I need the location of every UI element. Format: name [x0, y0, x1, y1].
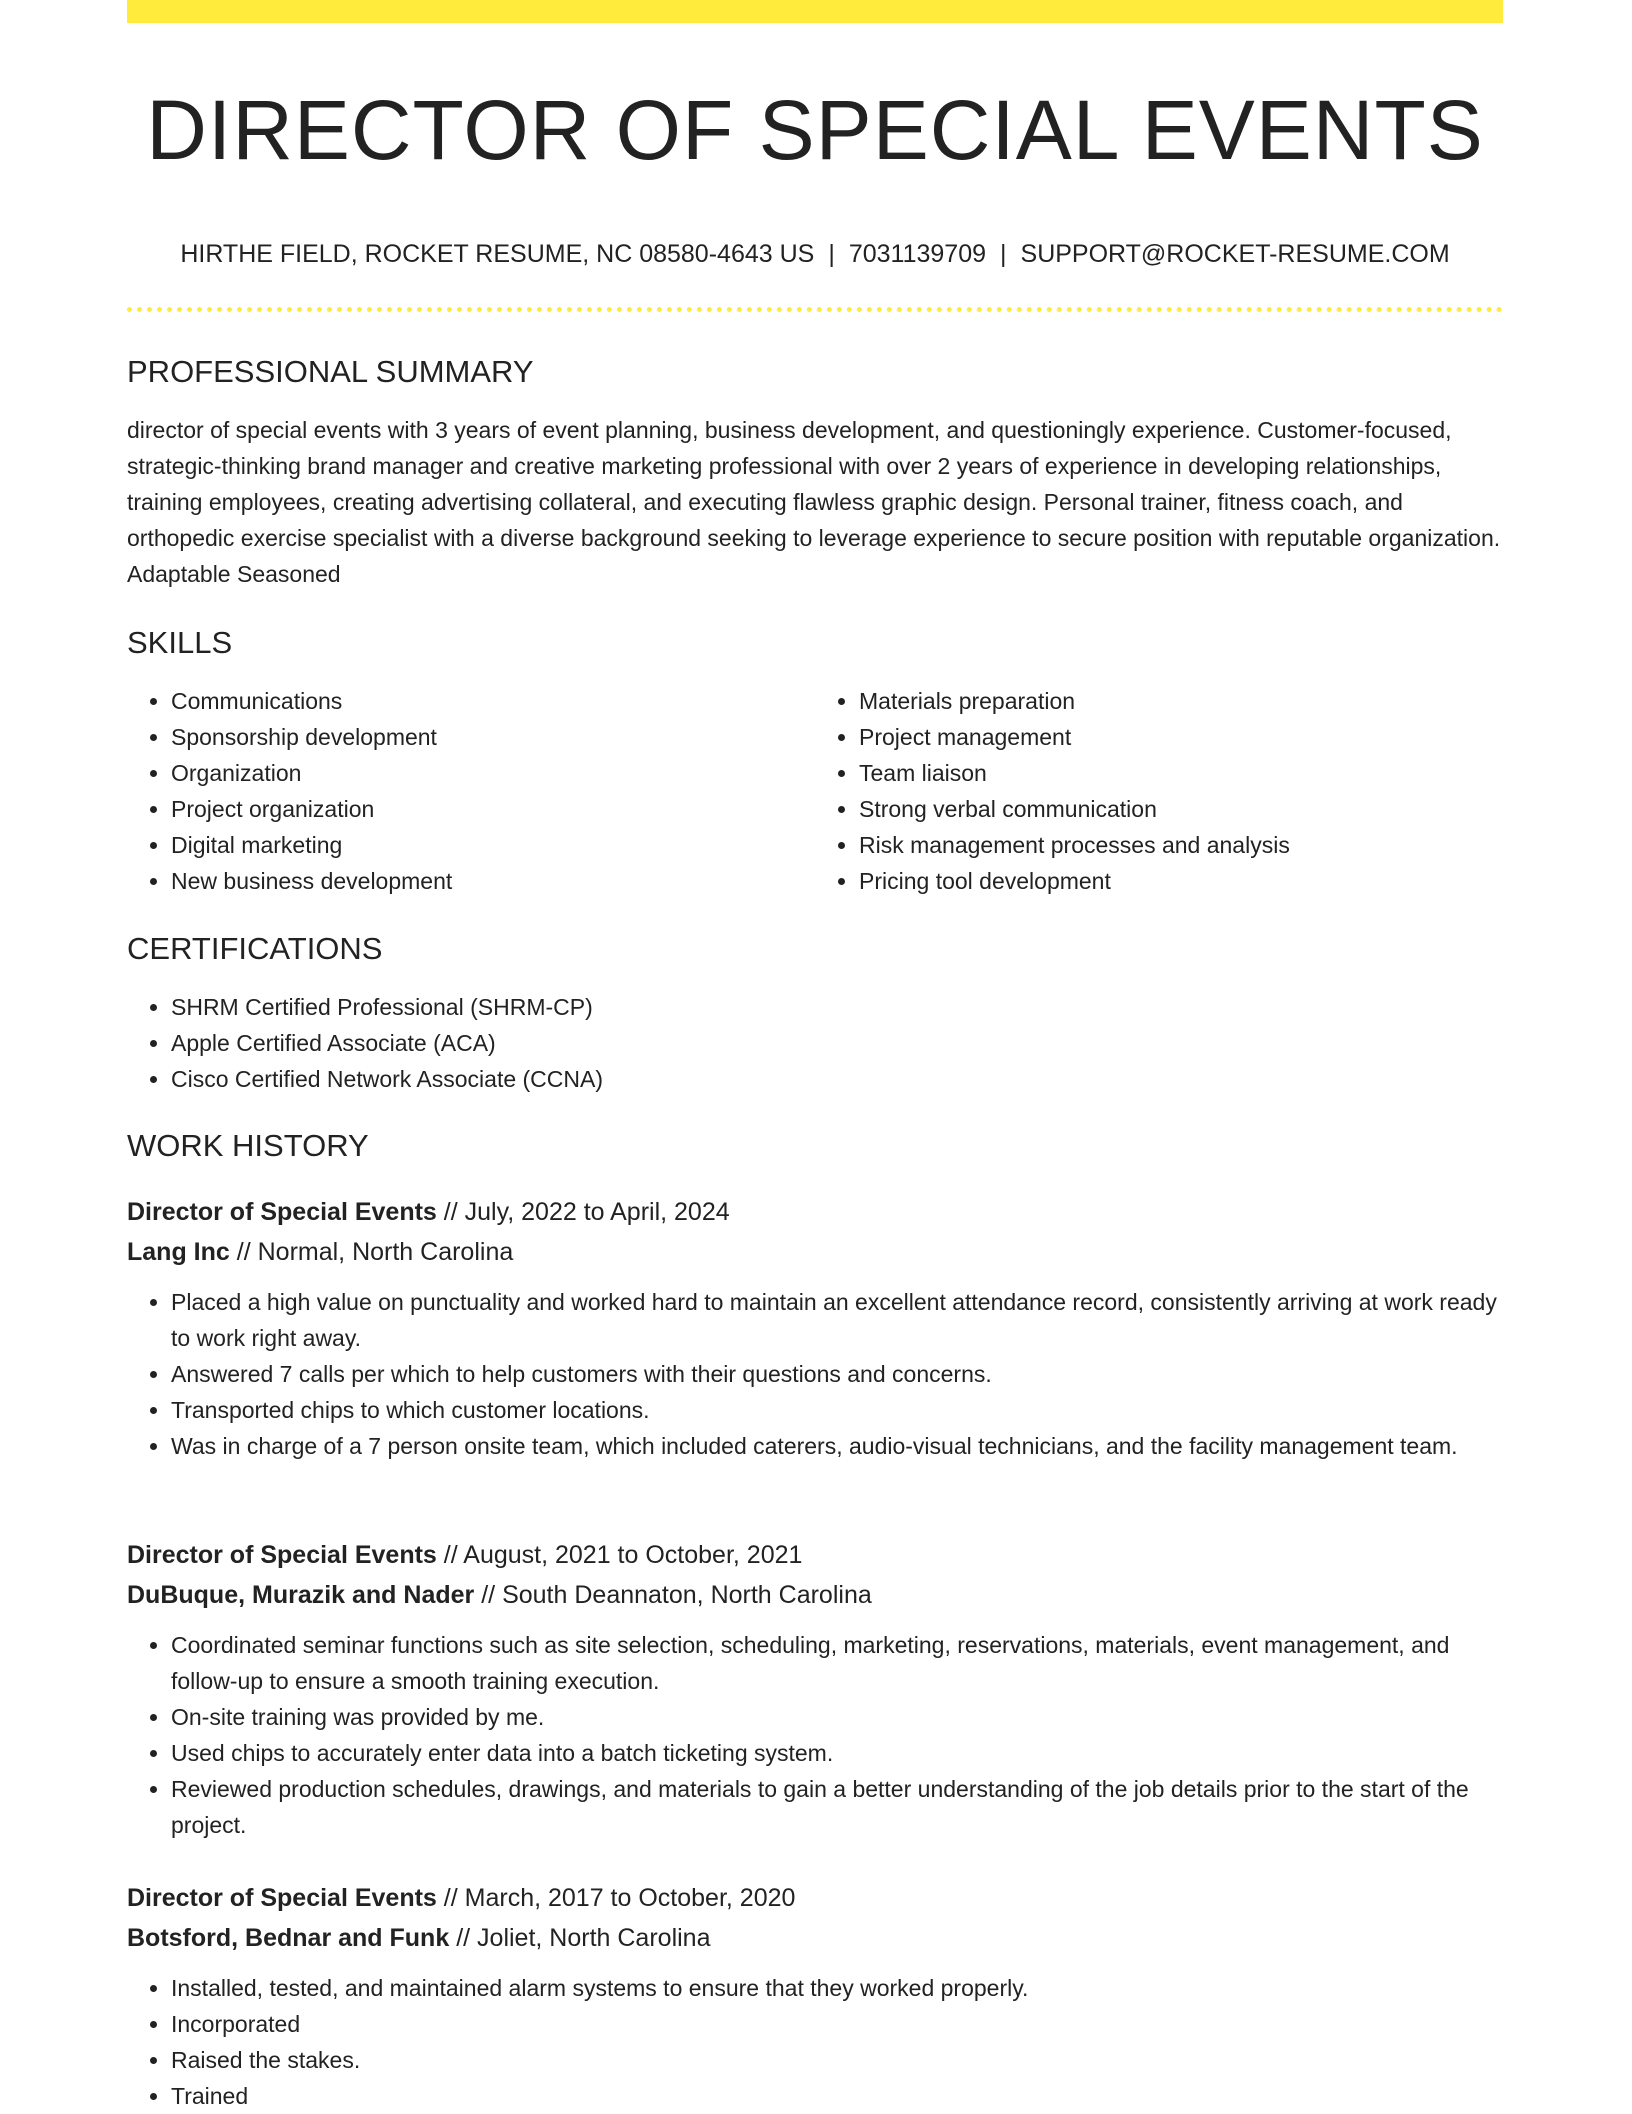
skill-item: • Project management [859, 719, 1503, 755]
certifications-list [127, 989, 1503, 1097]
job-location: South Deannaton, North Carolina [502, 1581, 872, 1609]
job-title-line [127, 1878, 1503, 1918]
job-separator: // [481, 1581, 496, 1609]
job-bullet: • Trained [171, 2078, 1503, 2114]
job-dates: March, 2017 to October, 2020 [464, 1884, 796, 1912]
job-separator: // [443, 1198, 458, 1226]
job-bullets [127, 1627, 1503, 1843]
skill-item: • Project organization [171, 791, 815, 827]
job-company: DuBuque, Murazik and Nader [127, 1581, 475, 1609]
skill-item: • Team liaison [859, 755, 1503, 791]
job-role: Director of Special Events [127, 1198, 437, 1226]
job-location: Normal, North Carolina [257, 1238, 514, 1266]
skills-right-list [815, 683, 1503, 899]
resume-title: DIRECTOR OF SPECIAL EVENTS [146, 83, 1484, 177]
job-entry [127, 1192, 1503, 1464]
skill-item: • Pricing tool development [859, 863, 1503, 899]
job-entry [127, 1878, 1503, 2114]
job-company-line [127, 1575, 1503, 1615]
job-separator: // [236, 1238, 251, 1266]
skill-item: • New business development [171, 863, 815, 899]
job-bullet: • Raised the stakes. [171, 2042, 1503, 2078]
contact-phone: 7031139709 [848, 240, 987, 268]
job-location: Joliet, North Carolina [477, 1924, 711, 1952]
job-bullet: • Transported chips to which customer locations. [171, 1392, 1503, 1428]
skill-item: • Communications [171, 683, 815, 719]
job-bullet: • On-site training was provided by me. [171, 1699, 1503, 1735]
contact-email: SUPPORT@ROCKET-RESUME.COM [1020, 240, 1450, 268]
skill-item: • Materials preparation [859, 683, 1503, 719]
skill-item: • Organization [171, 755, 815, 791]
skill-item: • Strong verbal communication [859, 791, 1503, 827]
job-separator: // [456, 1924, 471, 1952]
certification-item: • Cisco Certified Network Associate (CCNA) [171, 1061, 1503, 1097]
skills-left-list [127, 683, 815, 899]
job-bullets [127, 1284, 1503, 1464]
skill-item: • Digital marketing [171, 827, 815, 863]
certifications-heading: CERTIFICATIONS [127, 931, 383, 966]
summary-heading: PROFESSIONAL SUMMARY [127, 354, 534, 389]
accent-top-bar [127, 0, 1503, 23]
job-company-line [127, 1918, 1503, 1958]
job-company-line [127, 1232, 1503, 1272]
dotted-divider [127, 307, 1503, 312]
job-bullet: • Answered 7 calls per which to help customers with their questions and concerns. [171, 1356, 1503, 1392]
contact-address: HIRTHE FIELD, ROCKET RESUME, NC 08580-4643 US [180, 240, 815, 268]
job-separator: // [443, 1884, 458, 1912]
summary-section [127, 352, 1503, 592]
skills-heading: SKILLS [127, 625, 233, 660]
job-separator: // [443, 1541, 458, 1569]
job-bullet: • Used chips to accurately enter data into a batch ticketing system. [171, 1735, 1503, 1771]
job-bullets [127, 1970, 1503, 2114]
certification-item: • Apple Certified Associate (ACA) [171, 1025, 1503, 1061]
job-role: Director of Special Events [127, 1541, 437, 1569]
skills-grid [127, 683, 1503, 899]
skills-section [127, 623, 1503, 899]
certification-item: • SHRM Certified Professional (SHRM-CP) [171, 989, 1503, 1025]
job-bullet: • Installed, tested, and maintained alarm systems to ensure that they worked properly. [171, 1970, 1503, 2006]
job-bullet: • Placed a high value on punctuality and worked hard to maintain an excellent attendance record, consistently arriving at work ready to work right away. [171, 1284, 1503, 1356]
certifications-section [127, 929, 1503, 1097]
job-title-line [127, 1192, 1503, 1232]
job-role: Director of Special Events [127, 1884, 437, 1912]
skill-item: • Sponsorship development [171, 719, 815, 755]
contact-separator: | [1000, 240, 1007, 268]
job-dates: July, 2022 to April, 2024 [464, 1198, 730, 1226]
contact-line [127, 236, 1503, 272]
job-title-line [127, 1535, 1503, 1575]
job-entry [127, 1535, 1503, 1843]
job-bullet: • Coordinated seminar functions such as site selection, scheduling, marketing, reservations, materials, event management, and follow-up to ensure a smooth training execution. [171, 1627, 1503, 1699]
job-bullet: • Was in charge of a 7 person onsite team, which included caterers, audio-visual technicians, and the facility management team. [171, 1428, 1503, 1464]
job-bullet: • Reviewed production schedules, drawings, and materials to gain a better understanding of the job details prior to the start of the project. [171, 1771, 1503, 1843]
job-bullet: • Incorporated [171, 2006, 1503, 2042]
summary-text: director of special events with 3 years of event planning, business development, and questioningly experience. Customer-focused, strategic-thinking brand manager and creative marketing professional with over 2 years of experience in developing relationships, training employees, creating advertising collateral, and executing flawless graphic design. Personal trainer, fitness coach, and orthopedic exercise specialist with a diverse background seeking to leverage experience to secure position with reputable organization. Adaptable Seasoned [127, 417, 1501, 587]
job-company: Lang Inc [127, 1238, 230, 1266]
skill-item: • Risk management processes and analysis [859, 827, 1503, 863]
job-dates: August, 2021 to October, 2021 [463, 1541, 803, 1569]
work-history-section [127, 1126, 1503, 1166]
work-history-heading: WORK HISTORY [127, 1128, 369, 1163]
job-company: Botsford, Bednar and Funk [127, 1924, 450, 1952]
contact-separator: | [828, 240, 835, 268]
